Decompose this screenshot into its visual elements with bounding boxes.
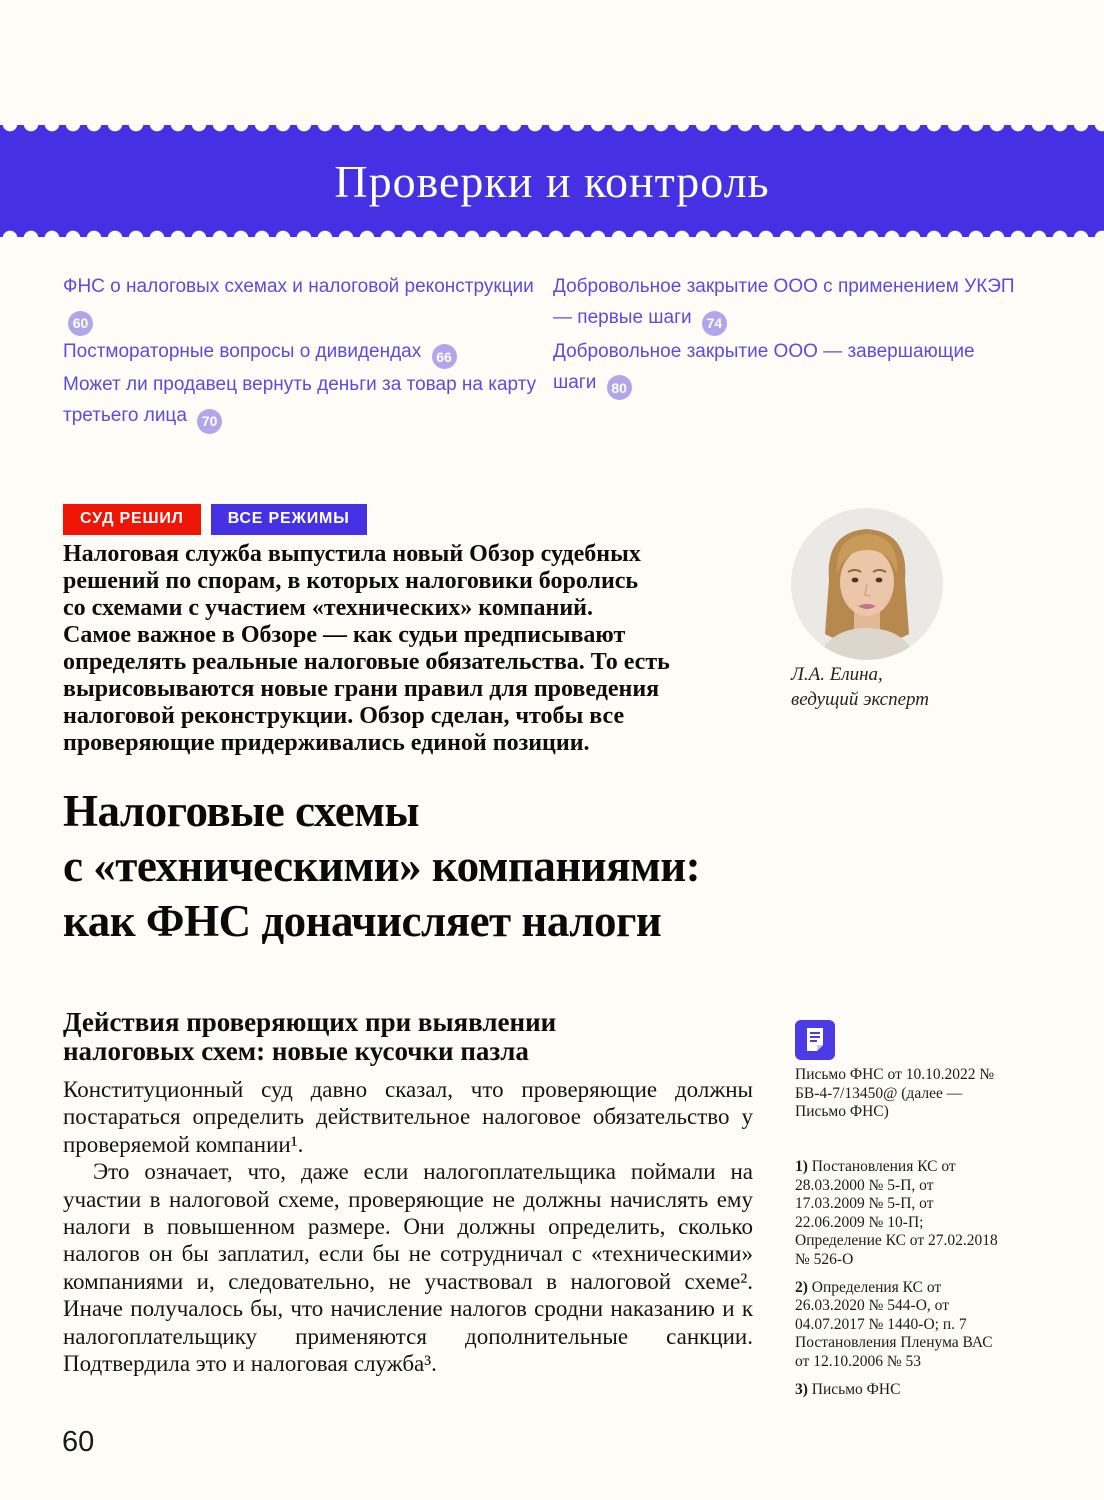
article-lead [63,541,763,757]
footnote-marker: 3) [795,1380,808,1398]
footnote-text: Письмо ФНС [811,1380,901,1398]
section-banner-title: Проверки и контроль [334,155,770,207]
article-badges [63,504,367,535]
footnote-item [795,1158,1001,1270]
toc-page-badge: 60 [68,311,93,336]
lead-line: Самое важное в Обзоре — как судьи предписывают [63,622,626,648]
badge-court-decided: СУД РЕШИЛ [63,504,201,535]
toc-link-label: Добровольное закрытие ООО с применением УКЭП — первые шаги [553,276,1015,328]
badge-all-regimes: ВСЕ РЕЖИМЫ [211,504,367,535]
lead-line: решений по спорам, в которых налоговики боролись [63,568,639,594]
section-heading-line: Действия проверяющих при выявлении [63,1007,557,1037]
author-photo [791,508,943,660]
sidebar-reference [795,1020,1001,1122]
lead-line: проверяющие придерживались единой позиции. [63,730,590,756]
toc-link-ooo-final-steps[interactable] [553,336,1015,401]
lead-line: со схемами с участием «технических» компаний. [63,595,593,621]
body-paragraph: Конституционный суд давно сказал, что проверяющие должны постараться определить действительное налоговое обязательство у проверяемой компании¹. [63,1077,753,1157]
lead-line: вырисовываются новые грани правил для проведения [63,676,660,702]
toc-link-dividends[interactable] [63,336,555,370]
footnote-item [795,1279,1001,1372]
toc-link-fns-schemes[interactable] [63,271,555,336]
toc-page-badge: 80 [607,375,632,400]
toc-link-label: Добровольное закрытие ООО — завершающие шаги [553,340,975,393]
sidebar-footnotes [795,1158,1001,1408]
toc-link-ooo-ukep-first-steps[interactable] [553,271,1015,336]
article-title-line: Налоговые схемы [63,786,420,836]
author-caption [791,662,929,712]
toc-page-badge: 74 [702,311,727,336]
toc-left-column [63,271,555,434]
body-paragraph: Это означает, что, даже если налогоплательщика поймали на участии в налоговой схеме, проверяющие не должны начислять ему налоги в повышенном размере. Они должны определить, сколько налогов он бы заплатил, если бы не сотрудничал с «техническими» компаниями и, следовательно, не участвовал в налоговой схеме². Иначе получалось бы, что начисление налогов сродни наказанию и к налогоплательщику применяются дополнительные санкции. Подтвердила это и налоговая служба³. [63,1159,753,1377]
footnote-item [795,1381,1001,1400]
document-icon [795,1020,835,1060]
section-banner [0,125,1104,237]
article-title-line: как ФНС доначисляет налоги [63,896,662,946]
section-heading-line: налоговых схем: новые кусочки пазла [63,1036,529,1066]
author-portrait-image [791,508,943,660]
author-role: ведущий эксперт [791,689,929,710]
toc-right-column [553,271,1015,400]
lead-line: Налоговая служба выпустила новый Обзор судебных [63,541,641,567]
lead-line: определять реальные налоговые обязательства. То есть [63,649,670,675]
footnote-marker: 1) [795,1158,808,1175]
toc-link-label: ФНС о налоговых схемах и налоговой реконструкции [63,276,534,297]
footnote-marker: 2) [795,1278,808,1296]
lead-line: налоговой реконструкции. Обзор сделан, чтобы все [63,703,625,729]
page-number: 60 [62,1426,95,1458]
toc-link-label: Может ли продавец вернуть деньги за товар на карту третьего лица [63,374,537,426]
article-body [63,1076,753,1377]
article-title-line: с «техническими» компаниями: [63,841,701,891]
footnote-text: Постановления КС от 28.03.2000 № 5-П, от 17.03.2009 № 5-П, от 22.06.2009 № 10-П; Определение КС от 27.02.2018 № 526-О [795,1158,998,1268]
article-title [63,784,700,949]
footnote-text: Определения КС от 26.03.2020 № 544-О, от 04.07.2017 № 1440-О; п. 7 Постановления Пленума ВАС от 12.10.2006 № 53 [795,1278,993,1370]
toc-page-badge: 66 [432,344,457,369]
reference-text: Письмо ФНС от 10.10.2022 № БВ-4-7/13450@ (далее — Письмо ФНС) [795,1066,995,1121]
toc-page-badge: 70 [197,409,222,434]
section-heading [63,1008,556,1066]
toc-link-label: Постмораторные вопросы о дивидендах [63,340,422,362]
toc-link-refund-third-party[interactable] [63,369,555,434]
author-name: Л.А. Елина, [791,664,883,685]
